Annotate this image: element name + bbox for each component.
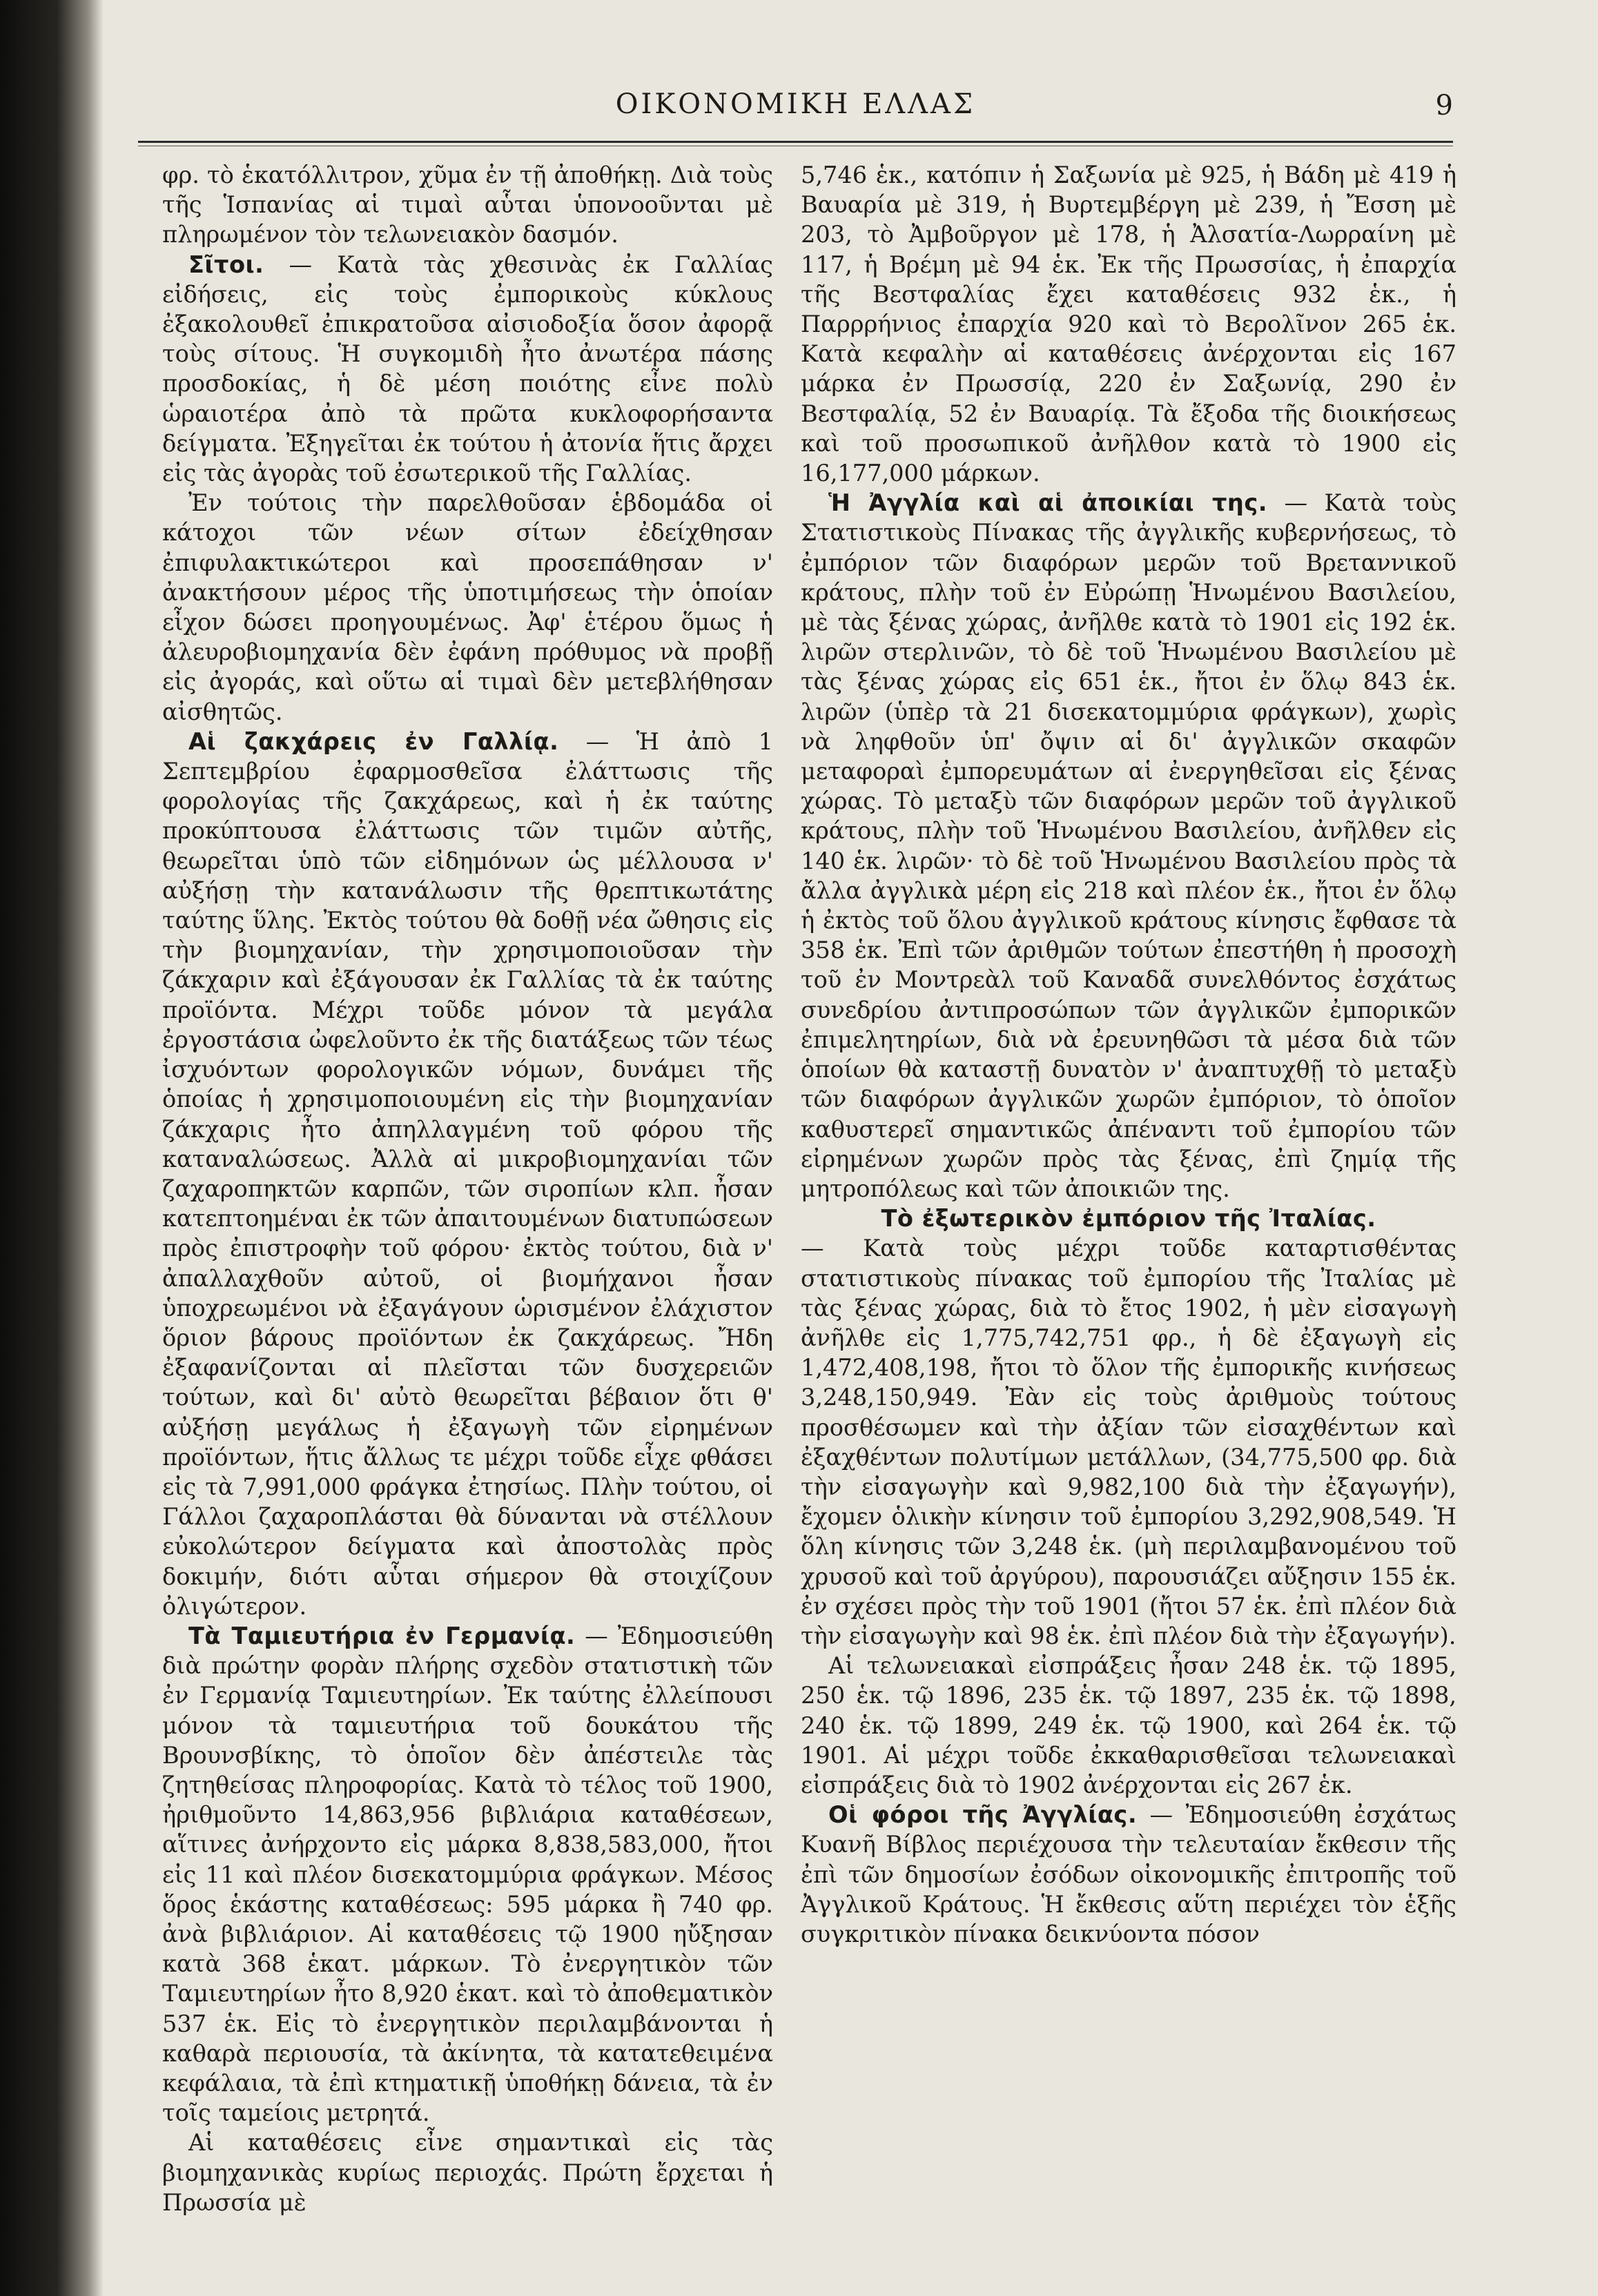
right-column (801, 160, 1456, 2265)
paragraph-deposits-regions: Αἱ καταθέσεις εἶνε σημαντικαὶ εἰς τὰς βιομηχανικὰς κυρίως περιοχάς. Πρώτη ἔρχεται ἡ Πρωσσία μὲ (162, 2129, 773, 2216)
page-header (138, 81, 1453, 137)
article-text-grain: — Κατὰ τὰς χθεσινὰς ἐκ Γαλλίας εἰδήσεις, εἰς τοὺς ἐμπορικοὺς κύκλους ἐξακολουθεῖ ἐπικρατοῦσα αἰσιοδοξία ὅσον ἀφορᾷ τοὺς σίτους. Ἡ συγκομιδὴ ἦτο ἀνωτέρα πάσης προσδοκίας, ἡ δὲ μέση ποιότης εἶνε πολὺ ὡραιοτέρα ἀπὸ τὰ πρῶτα κυκλοφορήσαντα δείγματα. Ἐξηγεῖται ἐκ τούτου ἡ ἀτονία ἥτις ἄρχει εἰς τὰς ἀγορὰς τοῦ ἐσωτερικοῦ τῆς Γαλλίας. (162, 251, 773, 487)
article-england-taxes (801, 1800, 1456, 1949)
article-heading-savings-germany: Τὰ Ταμιευτήρια ἐν Γερμανίᾳ. (188, 1622, 576, 1649)
article-heading-grain: Σῖτοι. (188, 251, 264, 278)
article-heading-england-colonies: Ἡ Ἀγγλία καὶ αἱ ἀποικίαι της. (828, 489, 1267, 517)
paragraph-italy-customs: Αἱ τελωνειακαὶ εἰσπράξεις ἦσαν 248 ἑκ. τῷ 1895, 250 ἑκ. τῷ 1896, 235 ἑκ. τῷ 1897, 235 ἑκ. τῷ 1898, 240 ἑκ. τῷ 1899, 249 ἑκ. τῷ 1900, καὶ 264 ἑκ. τῷ 1901. Αἱ μέχρι τοῦδε ἐκκαθαρισθεῖσαι τελωνειακαὶ εἰσπράξεις διὰ τὸ 1902 ἀνέρχονται εἰς 267 ἑκ. (801, 1652, 1456, 1798)
paragraph-wine-prices: φρ. τὸ ἑκατόλλιτρον, χῦμα ἐν τῇ ἀποθήκῃ. Διὰ τοὺς τῆς Ἱσπανίας αἱ τιμαὶ αὗται ὑπονοοῦνται μὲ πληρωμένον τὸν τελωνειακὸν δασμόν. (162, 161, 773, 248)
article-heading-england-taxes: Οἱ φόροι τῆς Ἀγγλίας. (828, 1801, 1138, 1829)
header-rule (138, 141, 1453, 143)
paragraph-deposits-states: 5,746 ἑκ., κατόπιν ἡ Σαξωνία μὲ 925, ἡ Βάδη μὲ 419 ἡ Βαυαρία μὲ 319, ἡ Βυρτεμβέργη μὲ 239, ἡ Ἔσση μὲ 203, τὸ Ἀμβοῦργον μὲ 178, ἡ Ἀλσατία-Λωρραίνη μὲ 117, ἡ Βρέμη μὲ 94 ἑκ. Ἐκ τῆς Πρωσσίας, ἡ ἐπαρχία τῆς Βεστφαλίας ἔχει καταθέσεις 932 ἑκ., ἡ Παρρρήνιος ἐπαρχία 920 καὶ τὸ Βερολῖνον 265 ἑκ. Κατὰ κεφαλὴν αἱ καταθέσεις ἀνέρχονται εἰς 167 μάρκα ἐν Πρωσσίᾳ, 220 ἐν Σαξωνίᾳ, 290 ἐν Βεστφαλίᾳ, 52 ἐν Βαυαρίᾳ. Τὰ ἔξοδα τῆς διοικήσεως καὶ τοῦ προσωπικοῦ ἀνῆλθον κατὰ τὸ 1900 εἰς 16,177,000 μάρκων. (801, 161, 1456, 487)
running-title: ΟΙΚΟΝΟΜΙΚΗ ΕΛΛΑΣ (615, 88, 976, 120)
article-england-colonies (801, 488, 1456, 1204)
left-column (162, 160, 773, 2265)
article-sugar-france (162, 727, 773, 1621)
article-grain (162, 250, 773, 489)
page-number: 9 (1435, 90, 1453, 121)
article-text-savings-germany: — Ἐδημοσιεύθη διὰ πρώτην φορὰν πλήρης σχεδὸν στατιστικὴ τῶν ἐν Γερμανίᾳ Ταμιευτηρίων. Ἐκ ταύτης ἐλλείπουσι μόνον τὰ ταμιευτήρια τοῦ δουκάτου τῆς Βρουνσβίκης, τὸ ὁποῖον δὲν ἀπέστειλε τὰς ζητηθείσας πληροφορίας. Κατὰ τὸ τέλος τοῦ 1900, ἠριθμοῦντο 14,863,956 βιβλιάρια καταθέσεων, αἵτινες ἀνήρχοντο εἰς μάρκα 8,838,583,000, ἤτοι εἰς 11 καὶ πλέον δισεκατομμύρια φράγκων. Μέσος ὅρος ἑκάστης καταθέσεως: 595 μάρκα ἢ 740 φρ. ἀνὰ βιβλιάριον. Αἱ καταθέσεις τῷ 1900 ηὔξησαν κατὰ 368 ἑκατ. μάρκων. Τὸ ἐνεργητικὸν τῶν Ταμιευτηρίων ἦτο 8,920 ἑκατ. καὶ τὸ ἀποθεματικὸν 537 ἑκ. Εἰς τὸ ἐνεργητικὸν περιλαμβάνονται ἡ καθαρὰ περιουσία, τὰ ἀκίνητα, τὰ κατατεθειμένα κεφάλαια, τὰ ἐπὶ κτηματικῇ ὑποθήκῃ δάνεια, τὰ ἐν τοῖς ταμείοις μετρητά. (162, 1622, 773, 2127)
article-text-england-taxes: — Ἐδημοσιεύθη ἐσχάτως Κυανῆ Βίβλος περιέχουσα τὴν τελευταίαν ἔκθεσιν τῆς ἐπὶ τῶν δημοσίων ἐσόδων οἰκονομικῆς ἐπιτροπῆς τοῦ Ἀγγλικοῦ Κράτους. Ἡ ἔκθεσις αὕτη περιέχει τὸν ἑξῆς συγκριτικὸν πίνακα δεικνύοντα πόσον (801, 1801, 1456, 1947)
article-heading-italy-trade: Τὸ ἐξωτερικὸν ἐμπόριον τῆς Ἰταλίας. (881, 1205, 1376, 1233)
article-heading-sugar-france: Αἱ ζακχάρεις ἐν Γαλλίᾳ. (188, 727, 559, 755)
article-savings-germany (162, 1621, 773, 2128)
article-italy-trade (801, 1204, 1456, 1651)
article-text-england-colonies: — Κατὰ τοὺς Στατιστικοὺς Πίνακας τῆς ἀγγλικῆς κυβερνήσεως, τὸ ἐμπόριον τῶν διαφόρων μερῶν τοῦ Βρεταννικοῦ κράτους, πλὴν τοῦ ἐν Εὐρώπῃ Ἡνωμένου Βασιλείου, μὲ τὰς ξένας χώρας, ἀνῆλθε κατὰ τὸ 1901 εἰς 192 ἑκ. λιρῶν στερλινῶν, τὸ δὲ τοῦ Ἡνωμένου Βασιλείου μὲ τὰς ξένας χώρας εἰς 651 ἑκ., ἤτοι ἐν ὅλῳ 843 ἑκ. λιρῶν (ὑπὲρ τὰ 21 δισεκατομμύρια φράγκων), χωρὶς νὰ ληφθοῦν ὑπ' ὄψιν αἱ δι' ἀγγλικῶν σκαφῶν μεταφοραὶ ἐμπορευμάτων αἱ ἐνεργηθεῖσαι εἰς ξένας χώρας. Τὸ μεταξὺ τῶν διαφόρων μερῶν τοῦ ἀγγλικοῦ κράτους, πλὴν τοῦ Ἡνωμένου Βασιλείου, ἀνῆλθεν εἰς 140 ἑκ. λιρῶν· τὸ δὲ τοῦ Ἡνωμένου Βασιλείου πρὸς τὰ ἄλλα ἀγγλικὰ μέρη εἰς 218 καὶ πλέον ἑκ., ἤτοι ἐν ὅλῳ ἡ ἐκτὸς τοῦ ὅλου ἀγγλικοῦ κράτους κίνησις ἔφθασε τὰ 358 ἑκ. Ἐπὶ τῶν ἀριθμῶν τούτων ἐπεστήθη ἡ προσοχὴ τοῦ ἐν Μοντρεὰλ τοῦ Καναδᾶ συνελθόντος ἐσχάτως συνεδρίου ἀντιπροσώπων τῶν ἀγγλικῶν ἐμπορικῶν ἐπιμελητηρίων, διὰ νὰ ἐρευνηθῶσι τὰ μέσα διὰ τῶν ὁποίων θὰ καταστῇ δυνατὸν ν' ἀναπτυχθῇ τὸ μεταξὺ τῶν διαφόρων ἀγγλικῶν χωρῶν ἐμπόριον, τὸ ὁποῖον καθυστερεῖ σημαντικῶς ἀπέναντι τοῦ ἐμπορίου τῶν εἰρημένων χωρῶν πρὸς τὰς ξένας, ἐπὶ ζημίᾳ τῆς μητροπόλεως καὶ τῶν ἀποικιῶν της. (801, 489, 1456, 1202)
book-binding-shadow (0, 0, 104, 2296)
paragraph-grain-holders: Ἐν τούτοις τὴν παρελθοῦσαν ἑβδομάδα οἱ κάτοχοι τῶν νέων σίτων ἐδείχθησαν ἐπιφυλακτικώτεροι καὶ προσεπάθησαν ν' ἀνακτήσουν μέρος τῆς ὑποτιμήσεως τὴν ὁποίαν εἶχον δώσει προηγουμένως. Ἀφ' ἑτέρου ὅμως ἡ ἀλευροβιομηχανία δὲν ἐφάνη πρόθυμος νὰ προβῇ εἰς ἀγοράς, καὶ οὕτω αἱ τιμαὶ δὲν μετεβλήθησαν αἰσθητῶς. (162, 489, 773, 725)
article-text-italy-trade: — Κατὰ τοὺς μέχρι τοῦδε καταρτισθέντας στατιστικοὺς πίνακας τοῦ ἐμπορίου τῆς Ἰταλίας μὲ τὰς ξένας χώρας, διὰ τὸ ἔτος 1902, ἡ μὲν εἰσαγωγὴ ἀνῆλθε εἰς 1,775,742,751 φρ., ἡ δὲ ἐξαγωγὴ εἰς 1,472,408,198, ἤτοι τὸ ὅλον τῆς ἐμπορικῆς κινήσεως 3,248,150,949. Ἐὰν εἰς τοὺς ἀριθμοὺς τούτους προσθέσωμεν καὶ τὴν ἀξίαν τῶν εἰσαχθέντων καὶ ἐξαχθέντων πολυτίμων μετάλλων, (34,775,500 φρ. διὰ τὴν εἰσαγωγὴν καὶ 9,982,100 διὰ τὴν ἐξαγωγήν), ἔχομεν ὁλικὴν κίνησιν τοῦ ἐμπορίου 3,292,908,549. Ἡ ὅλη κίνησις τῶν 3,248 ἑκ. (μὴ περιλαμβανομένου τοῦ χρυσοῦ καὶ τοῦ ἀργύρου), παρουσιάζει αὔξησιν 155 ἑκ. ἐν σχέσει πρὸς τὴν τοῦ 1901 (ἤτοι 57 ἑκ. ἐπὶ πλέον διὰ τὴν εἰσαγωγὴν καὶ 98 ἑκ. ἐπὶ πλέον διὰ τὴν ἐξαγωγήν). (801, 1235, 1456, 1649)
article-text-sugar-france: — Ἡ ἀπὸ 1 Σεπτεμβρίου ἐφαρμοσθεῖσα ἐλάττωσις τῆς φορολογίας τῆς ζακχάρεως, καὶ ἡ ἐκ ταύτης προκύπτουσα ἐλάττωσις τῶν τιμῶν αὐτῆς, θεωρεῖται ὑπὸ τῶν εἰδημόνων ὡς μέλλουσα ν' αὐξήσῃ τὴν κατανάλωσιν τῆς θρεπτικωτάτης ταύτης ὕλης. Ἐκτὸς τούτου θὰ δοθῇ νέα ὤθησις εἰς τὴν βιομηχανίαν, τὴν χρησιμοποιοῦσαν τὴν ζάκχαριν καὶ ἐξάγουσαν ἐκ Γαλλίας τὰ ἐκ ταύτης προϊόντα. Μέχρι τοῦδε μόνον τὰ μεγάλα ἐργοστάσια ὠφελοῦντο ἐκ τῆς διατάξεως τῶν τέως ἰσχυόντων φορολογικῶν νόμων, δυνάμει τῆς ὁποίας ἡ χρησιμοποιουμένη εἰς τὴν βιομηχανίαν ζάκχαρις ἦτο ἀπηλλαγμένη τοῦ φόρου τῆς καταναλώσεως. Ἀλλὰ αἱ μικροβιομηχανίαι τῶν ζαχαροπηκτῶν καρπῶν, τῶν σιροπίων κλπ. ἦσαν κατεπτοημέναι ἐκ τῶν ἀπαιτουμένων διατυπώσεων πρὸς ἐπιστροφὴν τοῦ φόρου· ἐκτὸς τούτου, διὰ ν' ἀπαλλαχθοῦν αὐτοῦ, οἱ βιομήχανοι ἦσαν ὑποχρεωμένοι νὰ ἐξαγάγουν ὡρισμένον ἐλάχιστον ὅριον βάρους προϊόντων ἐκ ζακχάρεως. Ἤδη ἐξαφανίζονται αἱ πλεῖσται τῶν δυσχερειῶν τούτων, καὶ δι' αὐτὸ θεωρεῖται βέβαιον ὅτι θ' αὐξήσῃ μεγάλως ἡ ἐξαγωγὴ τῶν εἰρημένων προϊόντων, ἥτις ἄλλως τε μέχρι τοῦδε εἶχε φθάσει εἰς τὰ 7,991,000 φράγκα ἐτησίως. Πλὴν τούτου, οἱ Γάλλοι ζαχαροπλάσται θὰ δύνανται νὰ στέλλουν εὐκολώτερον δείγματα καὶ ἀποστολὰς πρὸς δοκιμήν, διότι αὗται σήμερον θὰ στοιχίζουν ὀλιγώτερον. (162, 727, 773, 1620)
